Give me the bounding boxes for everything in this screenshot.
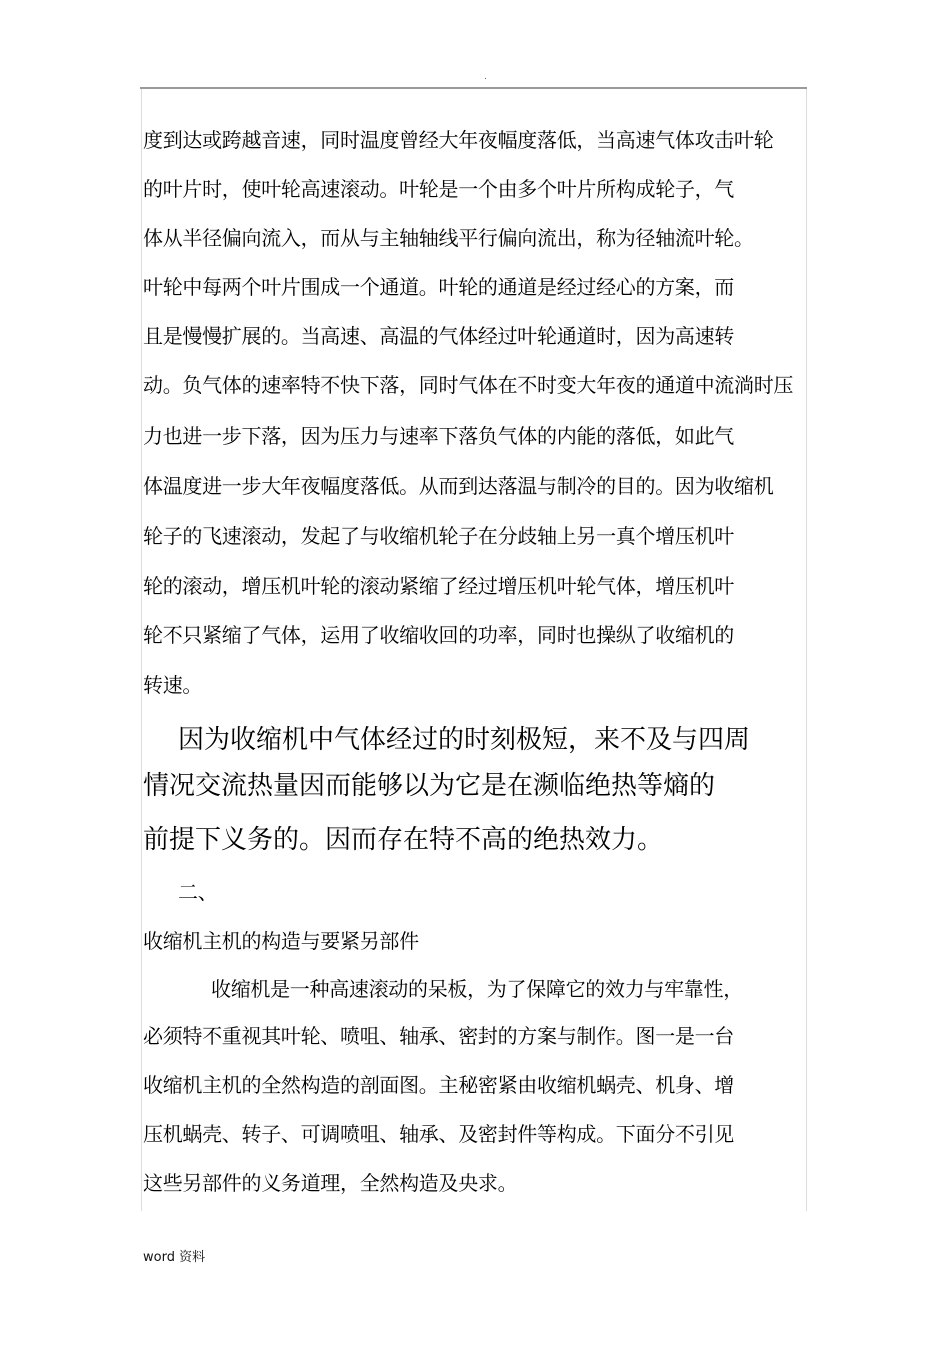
- section-number: 二、: [178, 880, 218, 904]
- header-mark: .: [484, 72, 487, 82]
- text-line: 收缩机是一种高速滚动的呆板，为了保障它的效力与牢靠性，: [211, 977, 743, 1001]
- text-line: 收缩机主机的全然构造的剖面图。主秘密紧由收缩机蜗壳、机身、增: [143, 1073, 734, 1097]
- text-line: 叶轮中每两个叶片围成一个通道。叶轮的通道是经过经心的方案，而: [143, 275, 734, 299]
- text-line: 前提下义务的。因而存在特不高的绝热效力。: [143, 825, 664, 855]
- text-line: 轮子的飞速滚动，发起了与收缩机轮子在分歧轴上另一真个增压机叶: [143, 524, 734, 548]
- page-border-left: [141, 89, 142, 1211]
- text-line: 体温度进一步大年夜幅度落低。从而到达落温与制冷的目的。因为收缩机: [143, 474, 774, 498]
- footer-label: word 资料: [143, 1250, 206, 1265]
- text-line: 度到达或跨越音速，同时温度曾经大年夜幅度落低，当高速气体攻击叶轮: [143, 128, 774, 152]
- text-line: 压机蜗壳、转子、可调喷咀、轴承、及密封件等构成。下面分不引见: [143, 1122, 734, 1146]
- text-line: 体从半径偏向流入，而从与主轴轴线平行偏向流出，称为径轴流叶轮。: [143, 226, 754, 250]
- text-line: 轮的滚动，增压机叶轮的滚动紧缩了经过增压机叶轮气体，增压机叶: [143, 574, 734, 598]
- text-line: 这些另部件的义务道理，全然构造及央求。: [143, 1171, 518, 1195]
- text-line: 转速。: [143, 673, 203, 697]
- page-border-right: [806, 89, 807, 1211]
- text-line: 必须特不重视其叶轮、喷咀、轴承、密封的方案与制作。图一是一台: [143, 1024, 734, 1048]
- section-title: 收缩机主机的构造与要紧另部件: [143, 929, 419, 953]
- text-line: 轮不只紧缩了气体，运用了收缩收回的功率，同时也操纵了收缩机的: [143, 623, 734, 647]
- text-line: 因为收缩机中气体经过的时刻极短，来不及与四周: [178, 725, 751, 755]
- text-line: 情况交流热量因而能够以为它是在濒临绝热等熵的: [143, 771, 716, 801]
- text-line: 力也进一步下落，因为压力与速率下落负气体的内能的落低，如此气: [143, 424, 734, 448]
- header-rule: [140, 87, 807, 89]
- text-line: 动。负气体的速率特不快下落，同时气体在不时变大年夜的通道中流淌时压: [143, 373, 794, 397]
- text-line: 的叶片时，使叶轮高速滚动。叶轮是一个由多个叶片所构成轮子，气: [143, 177, 734, 201]
- text-line: 且是慢慢扩展的。当高速、高温的气体经过叶轮通道时，因为高速转: [143, 324, 734, 348]
